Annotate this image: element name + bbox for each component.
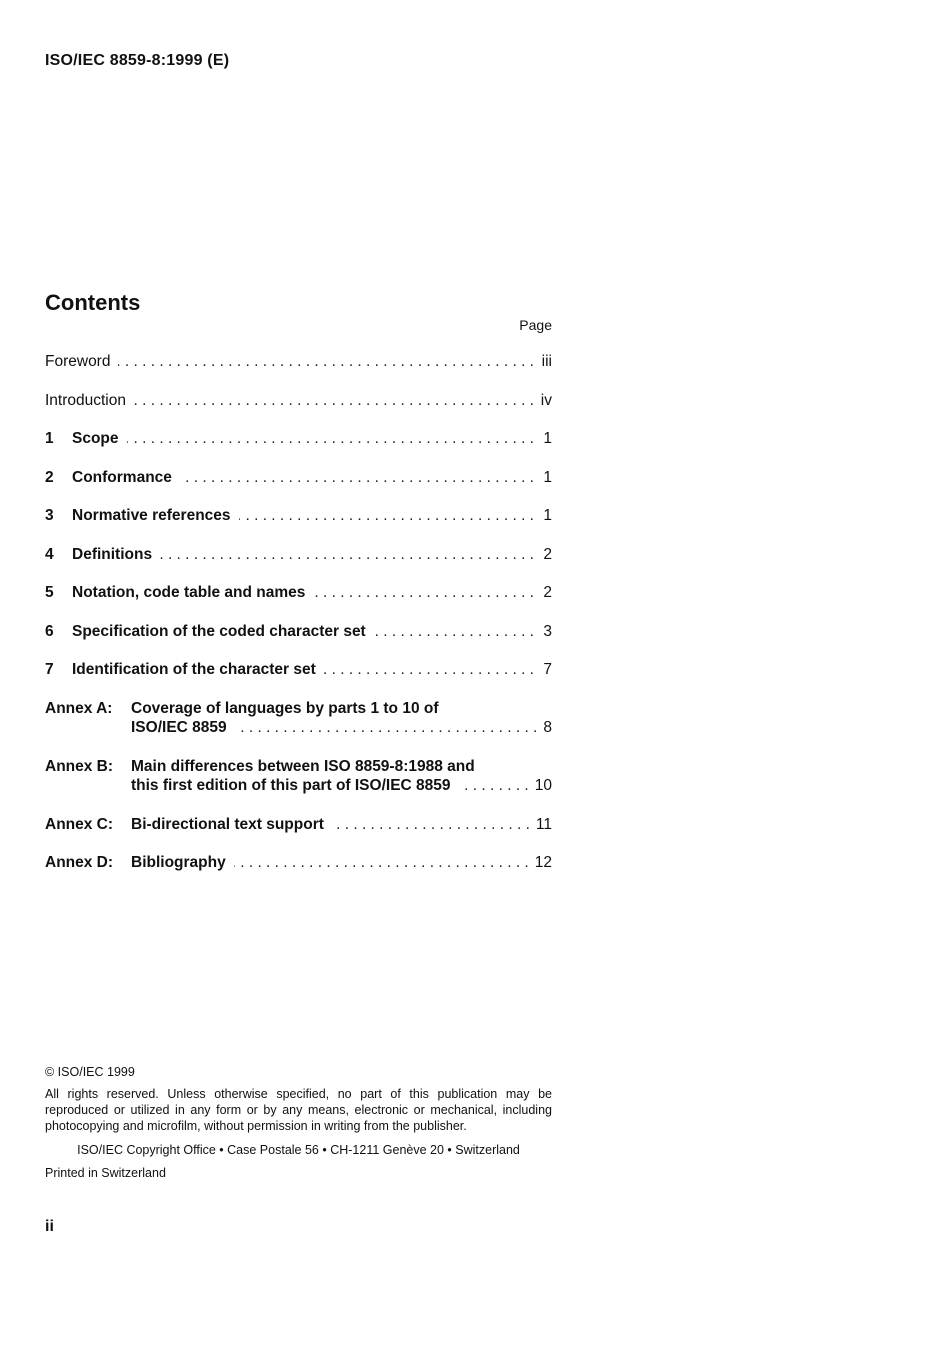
toc-entry-page: 3 bbox=[543, 622, 552, 640]
toc-entry-page: iii bbox=[541, 353, 552, 370]
rights-statement: All rights reserved. Unless otherwise specified, no part of this publication may be reproduced or utilized in any form or by any means, electronic or mechanical, including photocopying and microfilm, without permission in writing from the publisher. bbox=[45, 1087, 552, 1133]
toc-entry-page: 1 bbox=[543, 507, 552, 524]
page-number: ii bbox=[45, 1218, 54, 1235]
toc-entry-introduction[interactable] bbox=[45, 391, 552, 411]
toc-entry-title: Scope bbox=[72, 430, 119, 447]
copyright-notice bbox=[45, 1064, 552, 1181]
toc-entry-title: Introduction bbox=[45, 391, 126, 409]
toc-entry-title: Identification of the character set bbox=[72, 661, 316, 678]
table-of-contents bbox=[45, 352, 552, 873]
toc-entry-title: Specification of the coded character set bbox=[72, 622, 366, 640]
toc-entry-page: 1 bbox=[543, 468, 552, 486]
toc-entry-page: 11 bbox=[535, 815, 552, 833]
dot-leader bbox=[459, 776, 529, 796]
dot-leader bbox=[374, 622, 534, 642]
toc-entry-scope[interactable] bbox=[45, 429, 552, 449]
dot-leader bbox=[134, 391, 534, 411]
toc-entry-title: Notation, code table and names bbox=[72, 584, 306, 601]
toc-entry-conformance[interactable] bbox=[45, 468, 552, 488]
annex-label: Annex A: bbox=[45, 699, 113, 717]
toc-entry-annex-a[interactable] bbox=[45, 699, 552, 738]
toc-entry-identification[interactable] bbox=[45, 660, 552, 680]
toc-entry-page: 1 bbox=[543, 430, 552, 447]
toc-entry-number: 2 bbox=[45, 468, 54, 486]
toc-entry-title: Conformance bbox=[72, 468, 172, 486]
toc-entry-page: 2 bbox=[543, 545, 552, 563]
toc-entry-foreword[interactable] bbox=[45, 352, 552, 372]
toc-entry-normative-references[interactable] bbox=[45, 506, 552, 526]
annex-label: Annex C: bbox=[45, 815, 114, 833]
toc-entry-specification[interactable] bbox=[45, 622, 552, 642]
annex-title-line2: ISO/IEC 8859 bbox=[131, 719, 227, 736]
toc-entry-page: 2 bbox=[543, 584, 552, 601]
dot-leader bbox=[239, 506, 534, 526]
toc-entry-number: 1 bbox=[45, 430, 54, 447]
dot-leader bbox=[160, 545, 534, 565]
toc-entry-title: Normative references bbox=[72, 507, 231, 524]
toc-entry-number: 4 bbox=[45, 545, 54, 563]
publisher-address: ISO/IEC Copyright Office • Case Postale 56 • CH-1211 Genève 20 • Switzerland bbox=[77, 1143, 520, 1157]
annex-title-line2: this first edition of this part of ISO/IEC 8859 bbox=[131, 777, 451, 794]
annex-label: Annex D: bbox=[45, 854, 114, 871]
toc-entry-number: 7 bbox=[45, 661, 54, 678]
toc-entry-title: Bi-directional text support bbox=[131, 815, 324, 833]
dot-leader bbox=[234, 853, 529, 873]
toc-entry-title: Foreword bbox=[45, 353, 111, 370]
toc-entry-number: 3 bbox=[45, 507, 54, 524]
toc-entry-title: Bibliography bbox=[131, 854, 226, 871]
toc-entry-notation[interactable] bbox=[45, 583, 552, 603]
dot-leader bbox=[324, 660, 534, 680]
toc-entry-annex-b[interactable] bbox=[45, 757, 552, 796]
toc-entry-annex-d[interactable] bbox=[45, 853, 552, 873]
toc-entry-page: iv bbox=[540, 391, 552, 409]
dot-leader bbox=[127, 429, 534, 449]
toc-entry-page: 7 bbox=[543, 661, 552, 678]
dot-leader bbox=[332, 815, 530, 835]
dot-leader bbox=[118, 352, 534, 372]
annex-label: Annex B: bbox=[45, 757, 114, 775]
toc-entry-definitions[interactable] bbox=[45, 545, 552, 565]
toc-entry-page: 10 bbox=[534, 777, 552, 794]
document-identifier: ISO/IEC 8859-8:1999 (E) bbox=[45, 52, 230, 69]
dot-leader bbox=[313, 583, 534, 603]
copyright-line: © ISO/IEC 1999 bbox=[45, 1065, 135, 1079]
toc-entry-number: 6 bbox=[45, 622, 54, 640]
page-column-label: Page bbox=[519, 317, 552, 333]
dot-leader bbox=[180, 468, 534, 488]
toc-entry-annex-c[interactable] bbox=[45, 815, 552, 835]
contents-heading: Contents bbox=[45, 290, 141, 315]
annex-title-line1: Coverage of languages by parts 1 to 10 of bbox=[131, 699, 439, 717]
printed-location: Printed in Switzerland bbox=[45, 1166, 166, 1180]
toc-entry-title: Definitions bbox=[72, 545, 153, 563]
annex-title-line1: Main differences between ISO 8859-8:1988 and bbox=[131, 757, 475, 775]
toc-entry-page: 8 bbox=[543, 719, 552, 736]
toc-entry-page: 12 bbox=[534, 854, 552, 871]
toc-entry-number: 5 bbox=[45, 584, 54, 601]
dot-leader bbox=[235, 718, 538, 738]
